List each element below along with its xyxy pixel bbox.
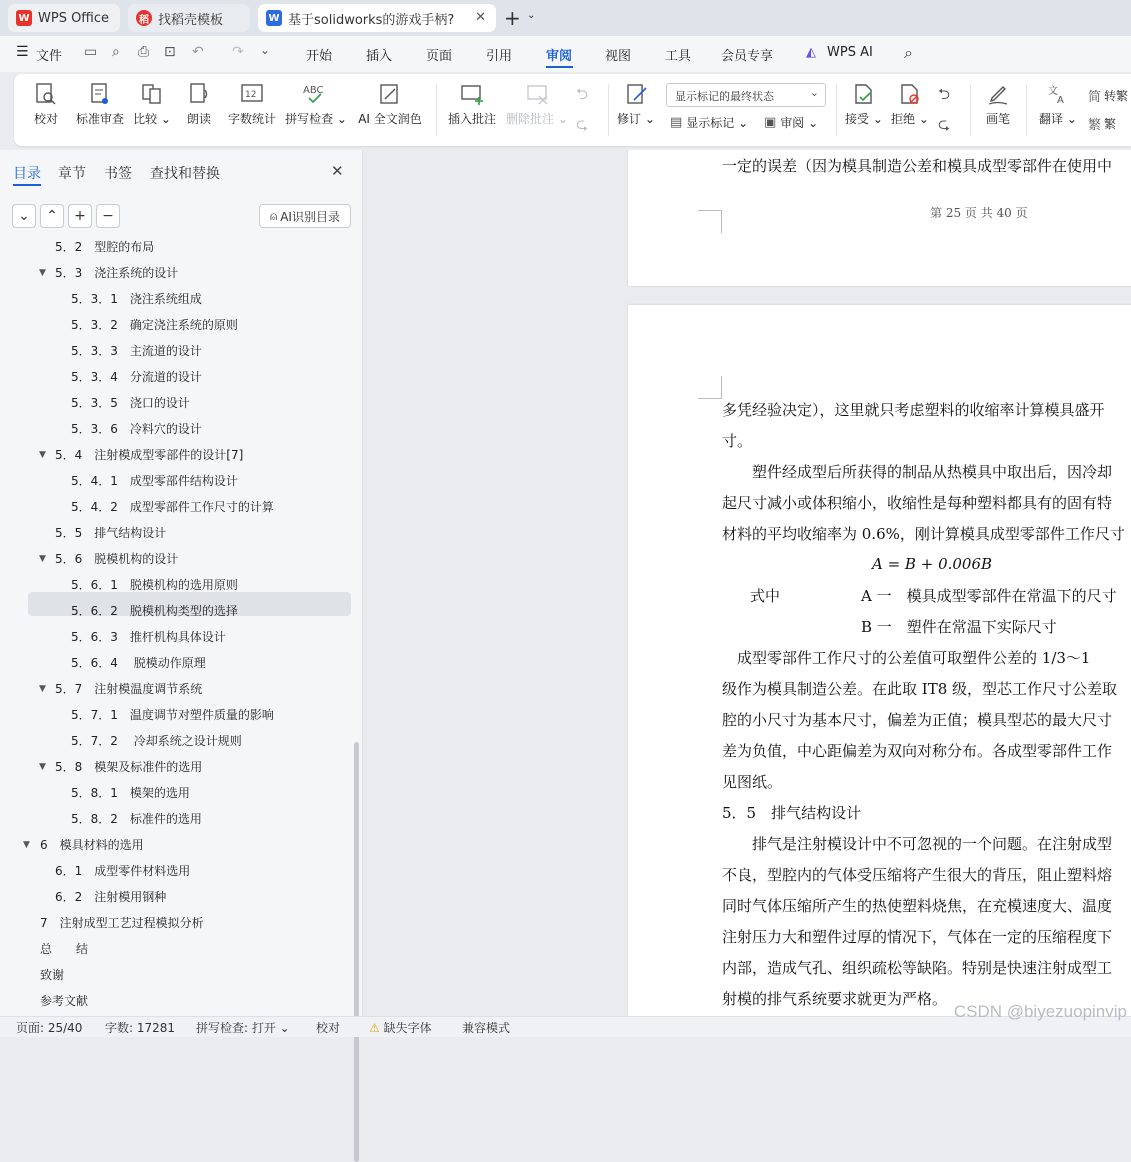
toc-item-label: 6 模具材料的选用	[40, 838, 144, 852]
review-pane-button[interactable]: ▣ 审阅 ⌄	[764, 115, 819, 130]
toc-item[interactable]	[0, 364, 350, 390]
body-text-line: 同时气体压缩所产生的热使塑料烧焦，在充模速度大、温度	[722, 897, 1113, 915]
collapse-arrow-icon[interactable]: ▼	[39, 450, 46, 460]
toc-item[interactable]	[0, 494, 350, 520]
toc-item[interactable]	[0, 572, 350, 598]
toc-item[interactable]	[0, 988, 350, 1014]
active-tab-indicator	[13, 184, 41, 186]
toc-item-label: 5．7．2 冷却系统之设计规则	[71, 734, 242, 748]
accept-icon	[852, 82, 876, 106]
page-26	[628, 305, 1131, 1016]
navigation-pane	[0, 150, 363, 1016]
toc-item[interactable]	[0, 390, 350, 416]
menu-page[interactable]: 页面	[426, 49, 453, 64]
toc-item-label: 5．6．3 推杆机构具体设计	[71, 630, 226, 644]
delete-comment-label: 删除批注 ⌄	[506, 112, 568, 126]
toc-item[interactable]	[0, 858, 350, 884]
body-text-line: 注射压力大和塑件过厚的情况下，气体在一定的压缩程度下	[722, 928, 1113, 946]
revise-label: 修订 ⌄	[617, 112, 655, 126]
insert-comment-label: 插入批注	[447, 112, 496, 126]
toc-item[interactable]	[0, 416, 350, 442]
toc-item[interactable]	[0, 234, 350, 260]
tab-wps-office[interactable]	[8, 4, 120, 32]
toc-item-label: 5．4．2 成型零部件工作尺寸的计算	[71, 500, 274, 514]
body-text-line: 寸。	[722, 432, 753, 450]
translate-icon	[1046, 82, 1070, 106]
pen-icon	[986, 82, 1010, 106]
toc-item[interactable]	[0, 702, 350, 728]
ribbon-separator	[1026, 84, 1027, 136]
toc-item-label: 5．5 排气结构设计	[55, 526, 167, 540]
margin-corner-mark	[698, 376, 722, 399]
scrollbar[interactable]	[354, 742, 359, 1162]
toc-item[interactable]	[0, 520, 350, 546]
missing-font-label: 缺失字体	[383, 1021, 432, 1035]
body-text-line: 内部，造成气孔、组织疏松等缺陷。特别是快速注射成型工	[722, 959, 1113, 977]
svg-text:12: 12	[245, 90, 257, 100]
missing-font-status[interactable]	[369, 1019, 432, 1036]
body-text-line: 一定的误差（因为模具制造公差和模具成型零部件在使用中	[722, 157, 1113, 175]
to-traditional-label: 转繁	[1104, 89, 1129, 103]
body-text-line: 差为负值，中心距偏差为双向对称分布。各成型零部件工作	[722, 742, 1113, 760]
spell-check-button[interactable]	[286, 74, 346, 146]
menu-tools[interactable]: 工具	[665, 49, 692, 64]
warning-icon: ⚠	[369, 1021, 380, 1035]
watermark: CSDN @biyezuopinvip	[953, 1002, 1127, 1021]
ribbon-separator	[970, 84, 971, 136]
tab-label: 基于solidworks的游戏手柄?	[288, 12, 455, 28]
menu-wps-ai[interactable]: WPS AI	[827, 45, 873, 60]
accept-label: 接受 ⌄	[845, 112, 883, 126]
collapse-arrow-icon[interactable]: ▼	[39, 762, 46, 772]
toc-item-label: 5．6．2 脱模机构类型的选择	[71, 604, 238, 618]
wps-ai-icon: ◭	[806, 45, 816, 60]
toc-item[interactable]	[0, 936, 350, 962]
toc-item[interactable]	[0, 754, 350, 780]
word-doc-icon: W	[266, 10, 282, 26]
daoke-logo-icon: 稻	[136, 10, 152, 26]
toc-item-label: 5．3 浇注系统的设计	[55, 266, 179, 280]
revise-icon	[624, 82, 648, 106]
toc-item[interactable]	[0, 442, 350, 468]
toc-item-label: 5．6．4 脱模动作原理	[71, 656, 206, 670]
tab-template[interactable]	[128, 4, 250, 32]
show-markup-icon: ▤	[670, 115, 683, 130]
traditional-button[interactable]	[1088, 114, 1116, 133]
standard-review-button[interactable]	[74, 74, 126, 146]
toc-item-label: 5．4．1 成型零部件结构设计	[71, 474, 238, 488]
toc-item[interactable]	[0, 546, 350, 572]
menu-bar	[0, 36, 1131, 72]
menu-reference[interactable]: 引用	[486, 49, 513, 64]
ai-polish-button[interactable]	[356, 74, 424, 146]
more-dropdown-icon[interactable]: ⌄	[260, 43, 271, 57]
proofread-label: 校对	[33, 112, 58, 126]
show-markup-button[interactable]: ▤ 显示标记 ⌄	[670, 115, 749, 130]
tab-toc[interactable]: 目录	[13, 166, 41, 182]
reject-button[interactable]	[890, 74, 930, 146]
toc-item[interactable]	[0, 780, 350, 806]
tab-bar	[0, 0, 1131, 36]
body-text-line: 射模的排气系统要求就更为严格。	[722, 990, 948, 1008]
print-icon[interactable]: ⎙	[138, 44, 150, 60]
minus-icon: −	[102, 208, 114, 224]
collapse-arrow-icon[interactable]: ▼	[39, 684, 46, 694]
undo-icon[interactable]: ↶	[192, 44, 204, 60]
simplified-icon: 简	[1088, 90, 1102, 105]
pen-button[interactable]	[980, 74, 1016, 146]
insert-comment-icon	[459, 82, 485, 106]
to-traditional-button[interactable]	[1088, 86, 1128, 105]
ai-polish-icon	[378, 82, 402, 106]
toc-item-label: 5．8．2 标准件的选用	[71, 812, 202, 826]
toc-item-label: 5．3．3 主流道的设计	[71, 344, 202, 358]
compat-mode-status: 兼容模式	[462, 1021, 511, 1035]
toc-item-label: 5．8 模架及标准件的选用	[55, 760, 203, 774]
ai-polish-label: AI 全文润色	[358, 112, 422, 126]
page-25	[628, 150, 1131, 286]
toc-item[interactable]	[0, 728, 350, 754]
menu-view[interactable]: 视图	[605, 49, 632, 64]
expand-all-button[interactable]	[12, 204, 36, 228]
proofread-button[interactable]	[28, 74, 64, 146]
toc-item[interactable]	[0, 260, 350, 286]
tab-label: WPS Office	[38, 10, 110, 26]
body-text-line: 式中	[750, 587, 781, 605]
svg-text:ABC: ABC	[303, 85, 324, 96]
toc-item[interactable]	[0, 650, 350, 676]
body-text-line: 见图纸。	[722, 773, 783, 791]
word-count-button[interactable]	[226, 74, 278, 146]
margin-corner-mark	[698, 210, 721, 211]
toc-item-label: 5．7 注射模温度调节系统	[55, 682, 203, 696]
toc-item-label: 5．3．6 冷料穴的设计	[71, 422, 202, 436]
word-count-icon	[240, 82, 264, 106]
tab-label: 找稻壳模板	[158, 12, 224, 28]
close-tab-icon[interactable]: ✕	[475, 10, 486, 25]
ribbon-separator	[608, 84, 609, 136]
collapse-arrow-icon[interactable]: ▼	[39, 268, 46, 278]
body-text-line: 塑件经成型后所获得的制品从热模具中取出后，因冷却	[722, 463, 1113, 481]
ribbon-separator	[436, 84, 437, 136]
menu-review[interactable]: 审阅	[546, 49, 573, 64]
markup-mode-value: 显示标记的最终状态	[675, 90, 774, 103]
toc-item[interactable]	[0, 624, 350, 650]
toc-item[interactable]	[0, 338, 350, 364]
standard-review-label: 标准审查	[75, 112, 124, 126]
menu-insert[interactable]: 插入	[366, 49, 393, 64]
toc-item[interactable]	[0, 312, 350, 338]
read-aloud-button[interactable]	[184, 74, 214, 146]
active-menu-indicator	[546, 66, 573, 68]
section-heading: 5．5 排气结构设计	[722, 804, 862, 822]
margin-corner-mark	[698, 210, 722, 233]
toc-item[interactable]	[0, 286, 350, 312]
body-text-line: 级作为模具制造公差。在此取 IT8 级，型芯工作尺寸公差取	[722, 680, 1118, 698]
body-text-line: 起尺寸减小或体积缩小，收缩性是每种塑料都具有的固有特	[722, 494, 1113, 512]
spell-check-status-label: 拼写检查: 打开	[196, 1021, 276, 1035]
revise-button[interactable]	[616, 74, 656, 146]
toc-item[interactable]	[0, 806, 350, 832]
read-aloud-label: 朗读	[186, 112, 211, 126]
compare-icon	[140, 82, 164, 106]
review-pane-label: 审阅	[780, 116, 805, 130]
body-text-line: 排气是注射模设计中不可忽视的一个问题。在注射成型	[722, 835, 1113, 853]
ai-icon: ⍝	[270, 208, 278, 223]
ribbon-toolbar	[14, 74, 1131, 146]
toc-item-label: 5．3．4 分流道的设计	[71, 370, 202, 384]
body-text-line: 不良，型腔内的气体受压缩将产生很大的背压，阻止塑料熔	[722, 866, 1113, 884]
save-icon[interactable]: ▭	[84, 44, 98, 60]
proofread-icon	[34, 82, 58, 106]
collapse-arrow-icon[interactable]: ▼	[23, 840, 30, 850]
spell-check-status[interactable]: 拼写检查: 打开 ⌄	[196, 1021, 290, 1035]
toc-item[interactable]	[0, 832, 350, 858]
tab-document[interactable]	[258, 4, 496, 32]
toc-item-label: 5．7．1 温度调节对塑件质量的影响	[71, 708, 274, 722]
compare-button[interactable]	[134, 74, 170, 146]
export-icon[interactable]: ⌕	[112, 44, 120, 60]
toc-item-label: 5．6 脱模机构的设计	[55, 552, 179, 566]
toc-item-label: 6．2 注射模用钢种	[55, 890, 167, 904]
ai-toc-label: AI识别目录	[280, 209, 340, 224]
body-text-line: 成型零部件工作尺寸的公差值可取塑件公差的 1/3～1	[722, 649, 1091, 667]
translate-label: 翻译 ⌄	[1039, 112, 1077, 126]
menu-member[interactable]: 会员专享	[721, 49, 774, 64]
toc-item-label: 6．1 成型零件材料选用	[55, 864, 191, 878]
remove-heading-button[interactable]	[96, 204, 120, 228]
body-text-line: 腔的小尺寸为基本尺寸，偏差为正值；模具型芯的最大尺寸	[722, 711, 1113, 729]
toc-item-label: 5．3．5 浇口的设计	[71, 396, 190, 410]
formula: A = B + 0.006B	[872, 555, 993, 573]
proof-status[interactable]: 校对	[316, 1021, 341, 1035]
plus-icon: +	[74, 208, 86, 224]
toc-item-label: 5．3．2 确定浇注系统的原则	[71, 318, 238, 332]
next-comment-icon[interactable]: ⮎	[576, 115, 589, 133]
spell-check-label: 拼写检查 ⌄	[285, 112, 347, 126]
tab-find-replace[interactable]: 查找和替换	[150, 166, 220, 182]
toc-item-label: 5．4 注射模成型零部件的设计[7]	[55, 448, 244, 462]
reject-label: 拒绝 ⌄	[891, 112, 929, 126]
delete-comment-icon	[525, 82, 549, 106]
tab-bookmark[interactable]: 书签	[104, 166, 132, 182]
body-text-line: A 一 模具成型零部件在常温下的尺寸	[861, 587, 1117, 605]
ribbon-separator	[836, 84, 837, 136]
next-change-icon[interactable]: ⮎	[938, 115, 951, 133]
collapse-all-button[interactable]	[40, 204, 64, 228]
body-text-line: B 一 塑件在常温下实际尺寸	[861, 618, 1057, 636]
chevron-up-icon: ⌃	[46, 208, 58, 224]
toc-item-label: 5．8．1 模架的选用	[71, 786, 190, 800]
show-markup-label: 显示标记	[686, 116, 735, 130]
page-indicator[interactable]: 页面: 25/40	[16, 1021, 83, 1035]
toc-item[interactable]	[0, 598, 350, 624]
ai-toc-button[interactable]	[259, 204, 351, 228]
word-count[interactable]: 字数: 17281	[105, 1021, 176, 1035]
menu-file[interactable]: 文件	[36, 49, 63, 64]
tab-chapter[interactable]: 章节	[58, 166, 86, 182]
toc-item-label: 7 注射成型工艺过程模拟分析	[40, 916, 204, 930]
toc-item-label: 5．2 型腔的布局	[55, 240, 155, 254]
standard-review-icon	[88, 82, 112, 106]
toc-item-label: 参考文献	[40, 994, 89, 1008]
hamburger-icon[interactable]: ☰	[16, 44, 29, 60]
word-count-label: 字数统计	[227, 112, 276, 126]
prev-change-icon[interactable]: ⮌	[938, 85, 951, 103]
toc-item-label: 5．6．1 脱模机构的选用原则	[71, 578, 238, 592]
new-tab-icon[interactable]: +	[504, 6, 521, 30]
page-footer: 第 25 页 共 40 页	[930, 206, 1028, 220]
pen-label: 画笔	[985, 112, 1010, 126]
spell-check-icon	[301, 82, 331, 106]
toc-item[interactable]	[0, 468, 350, 494]
body-text-line: 材料的平均收缩率为 0.6%，刚计算模具成型零部件工作尺寸	[722, 525, 1125, 543]
close-pane-icon[interactable]: ✕	[331, 162, 344, 180]
wps-logo-icon: W	[16, 10, 32, 26]
svg-text:A: A	[1057, 95, 1064, 106]
collapse-arrow-icon[interactable]: ▼	[39, 554, 46, 564]
body-text-line: 多凭经验决定），这里就只考虑塑料的收缩率计算模具盛开	[722, 401, 1105, 419]
toc-item-label: 5．3．1 浇注系统组成	[71, 292, 202, 306]
delete-comment-button[interactable]	[506, 74, 568, 146]
prev-comment-icon[interactable]: ⮌	[576, 85, 589, 103]
document-area	[363, 150, 1131, 1016]
markup-mode-select[interactable]	[666, 83, 826, 107]
accept-button[interactable]	[844, 74, 884, 146]
traditional-icon: 繁	[1088, 118, 1102, 133]
toc-item[interactable]	[0, 884, 350, 910]
print-preview-icon[interactable]: ⊡	[164, 44, 176, 60]
add-heading-button[interactable]	[68, 204, 92, 228]
toc-item-label: 总 结	[40, 942, 89, 956]
traditional-label: 繁	[1104, 117, 1117, 131]
chevron-down-icon: ⌄	[18, 208, 30, 224]
chevron-down-icon: ⌄	[809, 86, 819, 99]
read-aloud-icon	[187, 82, 211, 106]
menu-home[interactable]: 开始	[306, 49, 333, 64]
insert-comment-button[interactable]	[446, 74, 498, 146]
toc-item-label: 致谢	[40, 968, 65, 982]
svg-text:文: 文	[1048, 86, 1058, 97]
toc-item[interactable]	[0, 962, 350, 988]
review-pane-icon: ▣	[764, 115, 777, 130]
reject-icon	[898, 82, 922, 106]
translate-button[interactable]	[1038, 74, 1078, 146]
toc-item[interactable]	[0, 910, 350, 936]
compare-label: 比较 ⌄	[133, 112, 171, 126]
redo-icon[interactable]: ↷	[232, 44, 244, 60]
search-icon[interactable]: ⌕	[904, 43, 913, 62]
tab-dropdown-icon[interactable]: ⌄	[527, 10, 536, 21]
toc-item[interactable]	[0, 676, 350, 702]
